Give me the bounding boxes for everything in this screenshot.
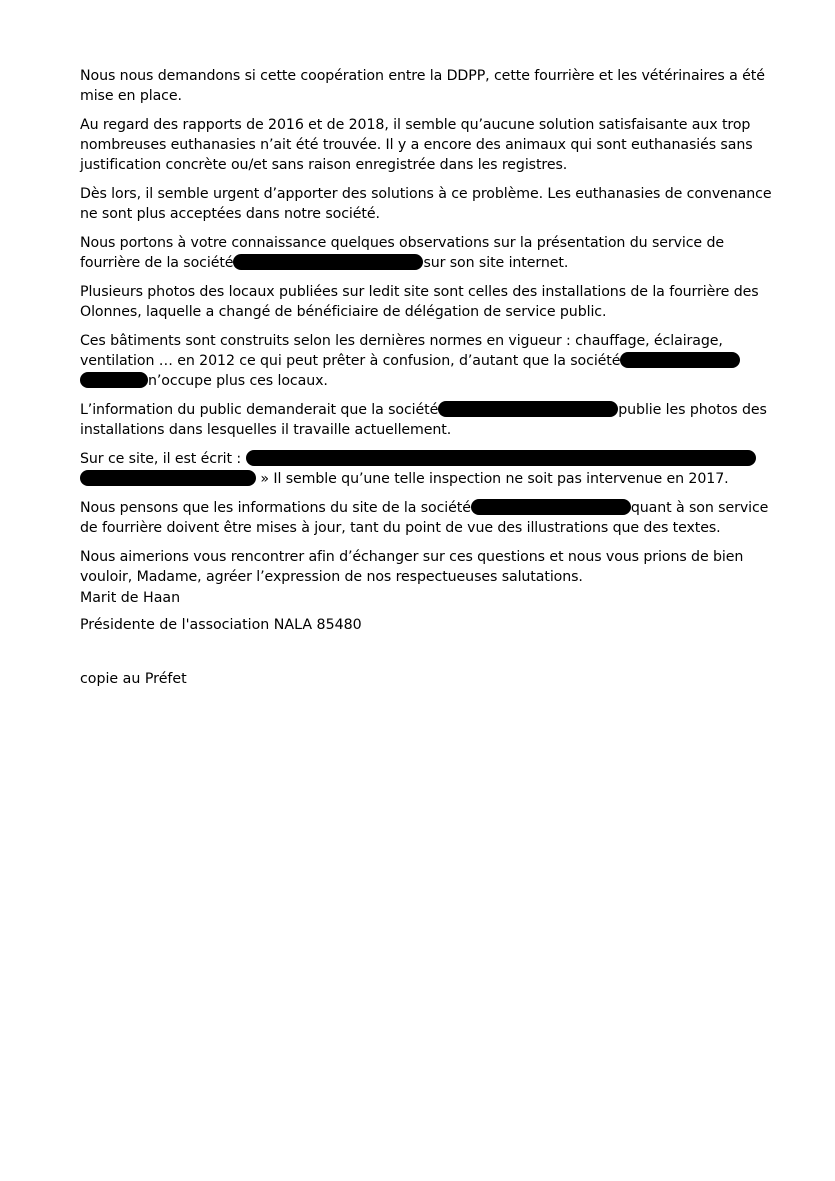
- paragraph-observations: [80, 233, 780, 273]
- update-request-text-end: quant à son service de fourrière doivent être mises à jour, tant du point de vue des illustrations que des textes.: [80, 500, 769, 536]
- paragraph-reports: Au regard des rapports de 2016 et de 2018, il semble qu’aucune solution satisfaisante aux trop nombreuses euthanasies n’ait été trouvée. Il y a encore des animaux qui sont euthanasiés sans justification concrète ou/et sans raison enregistrée dans les registres.: [80, 117, 753, 173]
- redaction-mark: [246, 450, 756, 466]
- paragraph-urgency: Dès lors, il semble urgent d’apporter des solutions à ce problème. Les euthanasies de convenance ne sont plus acceptées dans notre société.: [80, 186, 772, 222]
- paragraph-photos: Plusieurs photos des locaux publiées sur ledit site sont celles des installations de la fourrière des Olonnes, laquelle a changé de bénéficiaire de délégation de service public.: [80, 284, 759, 320]
- buildings-text-end: n’occupe plus ces locaux.: [148, 373, 328, 389]
- paragraph-closing: Nous aimerions vous rencontrer afin d’échanger sur ces questions et nous vous prions de bien vouloir, Madame, agréer l’expression de nos respectueuses salutations.: [80, 549, 744, 585]
- paragraph-public-info: [80, 400, 780, 440]
- letter-body: [80, 66, 780, 596]
- signature-name: Marit de Haan: [80, 590, 181, 606]
- observations-text-start: Nous portons à votre connaissance quelques observations sur la présentation du service de fourrière de la société: [80, 235, 725, 271]
- redaction-mark: [438, 401, 618, 417]
- paragraph-site-quote: [80, 449, 780, 489]
- redaction-mark: [471, 499, 631, 515]
- signature-title: Présidente de l'association NALA 85480: [80, 617, 362, 633]
- copy-note: copie au Préfet: [80, 671, 187, 687]
- redaction-mark: [80, 372, 148, 388]
- observations-text-end: sur son site internet.: [423, 255, 569, 271]
- public-info-text-end: publie les photos des installations dans lesquelles il travaille actuellement.: [80, 402, 767, 438]
- paragraph-buildings: [80, 331, 780, 391]
- redaction-mark: [233, 254, 423, 270]
- public-info-text-start: L’information du public demanderait que la société: [80, 402, 439, 418]
- site-quote-text-end: » Il semble qu’une telle inspection ne soit pas intervenue en 2017.: [260, 471, 729, 487]
- redaction-mark: [80, 470, 256, 486]
- redaction-mark: [620, 352, 740, 368]
- paragraph-cooperation: Nous nous demandons si cette coopération entre la DDPP, cette fourrière et les vétérinaires a été mise en place.: [80, 68, 765, 104]
- update-request-text-start: Nous pensons que les informations du site de la société: [80, 500, 471, 516]
- paragraph-update-request: [80, 498, 780, 538]
- site-quote-text-start: Sur ce site, il est écrit :: [80, 451, 242, 467]
- buildings-text-start: Ces bâtiments sont construits selon les dernières normes en vigueur : chauffage, éclairage, ventilation … en 2012 ce qui peut prêter à confusion, d’autant que la société: [80, 333, 723, 369]
